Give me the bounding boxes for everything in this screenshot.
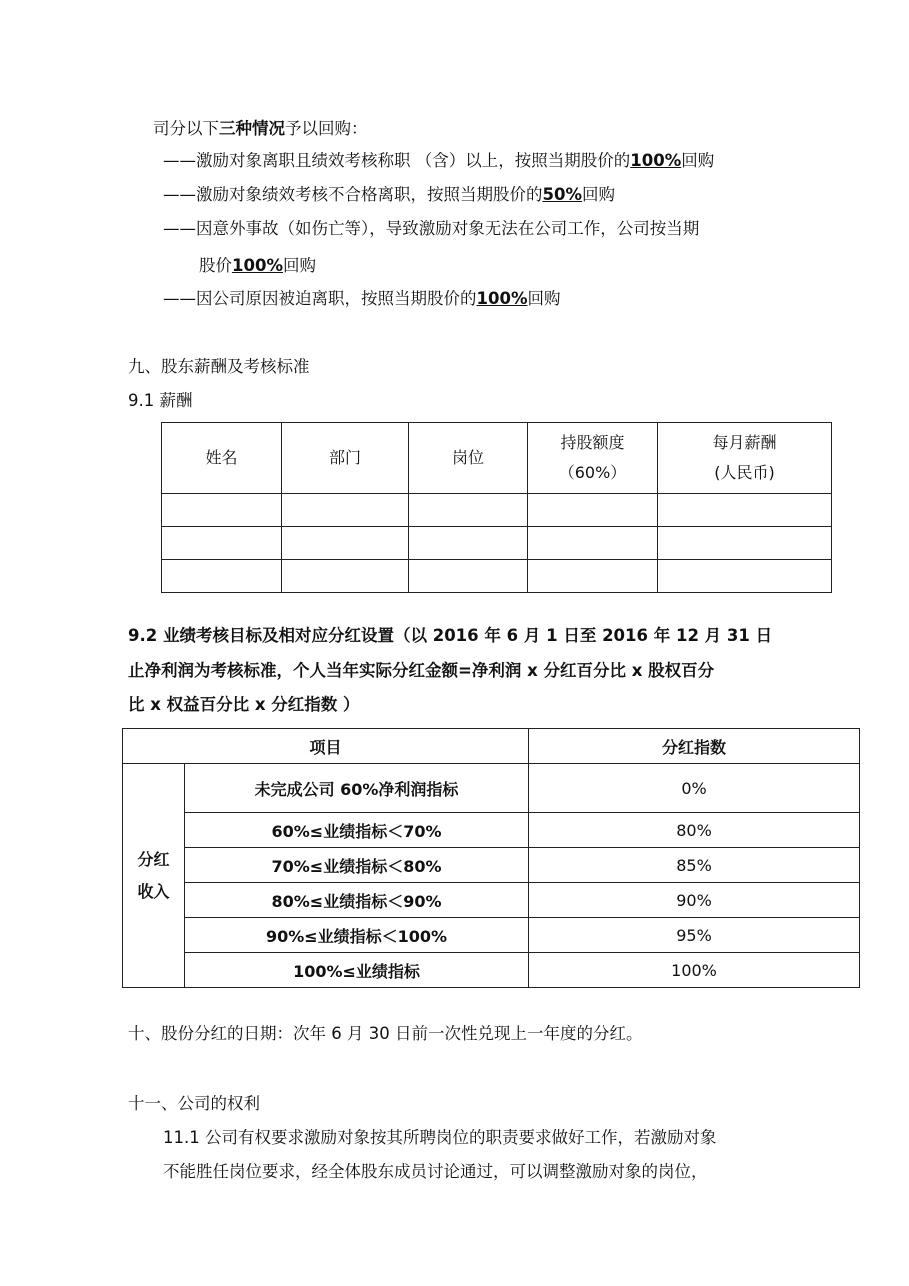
- item-percent: 100%: [630, 151, 682, 170]
- item-percent: 100%: [476, 289, 528, 308]
- item-text: 股价: [199, 256, 232, 275]
- section-9-2-line1: 9.2 业绩考核目标及相对应分红设置（以 2016 年 6 月 1 日至 2016 年 12 月 31 日: [128, 626, 773, 645]
- item-percent: 50%: [542, 185, 582, 204]
- header-monthly-salary-line2: (人民币): [714, 463, 775, 482]
- index-cell: 100%: [529, 953, 860, 988]
- repurchase-item: [163, 218, 699, 240]
- index-cell: 95%: [529, 918, 860, 953]
- table-row: [162, 527, 832, 560]
- condition-cell: 70%≤业绩指标＜80%: [185, 848, 529, 883]
- section-9-title: 九、股东薪酬及考核标准: [128, 357, 310, 376]
- item-percent: 100%: [232, 256, 283, 275]
- repurchase-item: [163, 150, 714, 172]
- header-item: 项目: [123, 729, 529, 764]
- section-9-2-line2: 止净利润为考核标准，个人当年实际分红金额=净利润 x 分红百分比 x 股权百分: [128, 661, 715, 680]
- intro-suffix: 予以回购：: [285, 119, 368, 138]
- intro-bold: 三种情况: [219, 119, 285, 138]
- header-monthly-salary: [658, 423, 832, 494]
- section-9-1-title: 9.1 薪酬: [128, 391, 193, 410]
- item-text: ——因意外事故（如伤亡等），导致激励对象无法在公司工作，公司按当期: [163, 219, 700, 238]
- table-row: [123, 764, 860, 813]
- salary-table: [161, 422, 832, 593]
- item-text: ——激励对象绩效考核不合格离职，按照当期股价的: [163, 185, 543, 204]
- index-cell: 90%: [529, 883, 860, 918]
- section-9-2-line3: 比 x 权益百分比 x 分红指数 ）: [128, 695, 360, 714]
- header-share-quota-line2: （60%）: [558, 463, 627, 482]
- repurchase-item-continued: [199, 255, 316, 277]
- item-tail: 回购: [582, 185, 615, 204]
- bonus-table-header: [123, 729, 860, 764]
- section-11-title: 十一、公司的权利: [128, 1094, 260, 1113]
- condition-cell: 80%≤业绩指标＜90%: [185, 883, 529, 918]
- category-cell: [123, 764, 185, 988]
- table-row: [123, 918, 860, 953]
- table-row: [123, 848, 860, 883]
- index-cell: 85%: [529, 848, 860, 883]
- bonus-table: [122, 728, 860, 988]
- header-position: 岗位: [409, 423, 528, 494]
- table-row: [162, 560, 832, 593]
- item-text: ——激励对象离职且绩效考核称职 （含）以上，按照当期股价的: [163, 151, 631, 170]
- category-line2: 收入: [137, 881, 170, 901]
- condition-cell: 100%≤业绩指标: [185, 953, 529, 988]
- header-monthly-salary-line1: 每月薪酬: [712, 433, 777, 452]
- item-tail: 回购: [681, 151, 715, 170]
- table-row: [162, 494, 832, 527]
- condition-cell: 未完成公司 60%净利润指标: [185, 764, 529, 813]
- condition-cell: 90%≤业绩指标＜100%: [185, 918, 529, 953]
- index-cell: 80%: [529, 813, 860, 848]
- item-text: ——因公司原因被迫离职，按照当期股价的: [163, 289, 477, 308]
- item-tail: 回购: [282, 256, 316, 275]
- repurchase-item: [163, 288, 560, 310]
- item-tail: 回购: [527, 289, 561, 308]
- table-row: [123, 883, 860, 918]
- header-name: 姓名: [162, 423, 282, 494]
- header-department: 部门: [282, 423, 409, 494]
- category-line1: 分红: [137, 849, 170, 869]
- intro-prefix: 司分以下: [153, 119, 219, 138]
- header-bonus-index: 分红指数: [529, 729, 860, 764]
- section-10-text: 十、股份分红的日期：次年 6 月 30 日前一次性兑现上一年度的分红。: [128, 1024, 643, 1043]
- intro-line: [153, 118, 368, 140]
- section-11-line1: 11.1 公司有权要求激励对象按其所聘岗位的职责要求做好工作，若激励对象: [163, 1128, 717, 1147]
- salary-table-header: [162, 423, 832, 494]
- index-cell: 0%: [529, 764, 860, 813]
- condition-cell: 60%≤业绩指标＜70%: [185, 813, 529, 848]
- repurchase-item: [163, 184, 615, 206]
- section-11-line2: 不能胜任岗位要求，经全体股东成员讨论通过，可以调整激励对象的岗位，: [163, 1162, 708, 1181]
- header-share-quota: [528, 423, 658, 494]
- table-row: [123, 953, 860, 988]
- table-row: [123, 813, 860, 848]
- header-share-quota-line1: 持股额度: [560, 433, 625, 452]
